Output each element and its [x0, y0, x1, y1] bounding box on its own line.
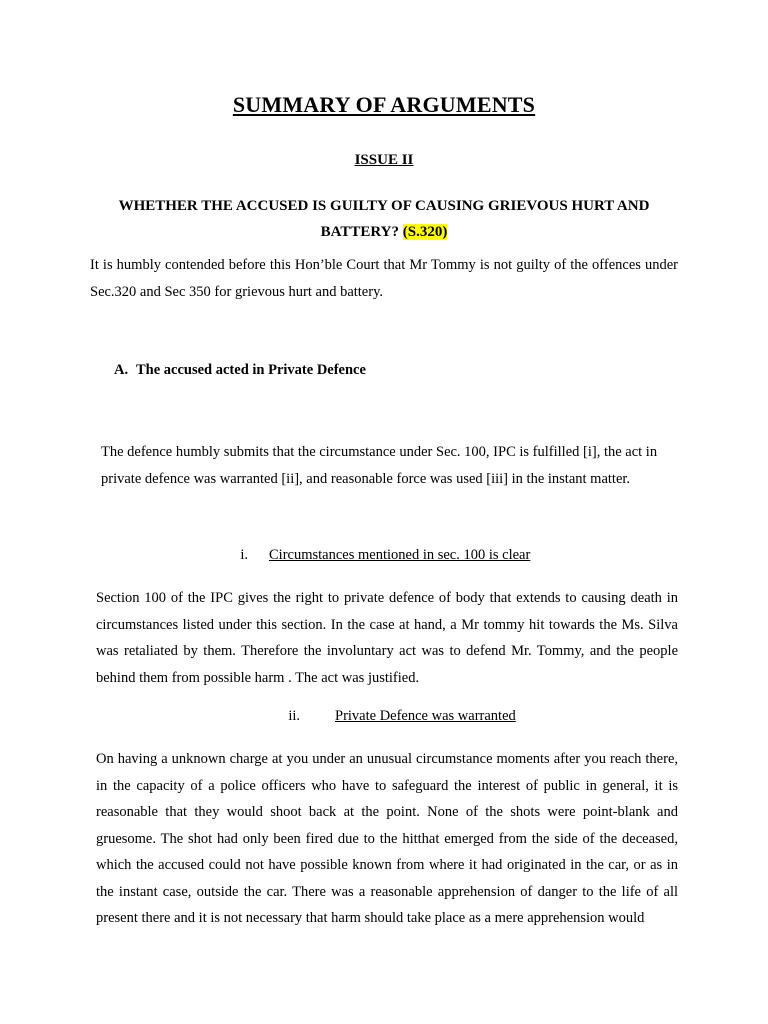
section-a-heading	[114, 362, 366, 379]
sub-heading-i-number: i.	[240, 547, 248, 563]
intro-paragraph: It is humbly contended before this Hon’ble Court that Mr Tommy is not guilty of the offences under Sec.320 and Sec 350 for grievous hurt and battery.	[90, 257, 678, 300]
issue-question	[88, 193, 680, 245]
sub-heading-i-text: Circumstances mentioned in sec. 100 is clear	[269, 547, 531, 563]
private-defence-paragraph: On having a unknown charge at you under an unusual circumstance moments after you reach there, in the capacity of a police officers who have to safeguard the interest of public in general, it is reasonable that they would shoot back at the point. None of the shots were point-blank and gruesome. The shot had only been fired due to the hitthat emerged from the side of the deceased, which the accused could not have possible known from where it had originated in the car, or as in the instant case, outside the car. There was a reasonable apprehension of danger to the life of all present there and it is not necessary that harm should take place as a mere apprehension would	[96, 751, 678, 926]
page-title: SUMMARY OF ARGUMENTS	[232, 92, 536, 117]
section-100-paragraph: Section 100 of the IPC gives the right to private defence of body that extends to causing death in circumstances listed under this section. In the case at hand, a Mr tommy hit towards the Ms. Silva was retaliated by them. Therefore the involuntary act was to defend Mr. Tommy, and the people behind them from possible harm . The act was justified.	[96, 590, 678, 686]
section-a-heading-text: The accused acted in Private Defence	[136, 362, 366, 378]
issue-heading: ISSUE II	[354, 152, 414, 168]
defence-paragraph: The defence humbly submits that the circumstance under Sec. 100, IPC is fulfilled [i], the act in private defence was warranted [ii], and reasonable force was used [iii] in the instant matter.	[101, 444, 658, 487]
section-reference-highlight: (S.320)	[402, 224, 448, 240]
sub-heading-ii-text: Private Defence was warranted	[335, 708, 516, 724]
section-a-marker: A.	[114, 362, 129, 378]
question-text: WHETHER THE ACCUSED IS GUILTY OF CAUSING GRIEVOUS HURT AND BATTERY?	[118, 198, 650, 240]
sub-heading-ii-number: ii.	[288, 708, 300, 724]
